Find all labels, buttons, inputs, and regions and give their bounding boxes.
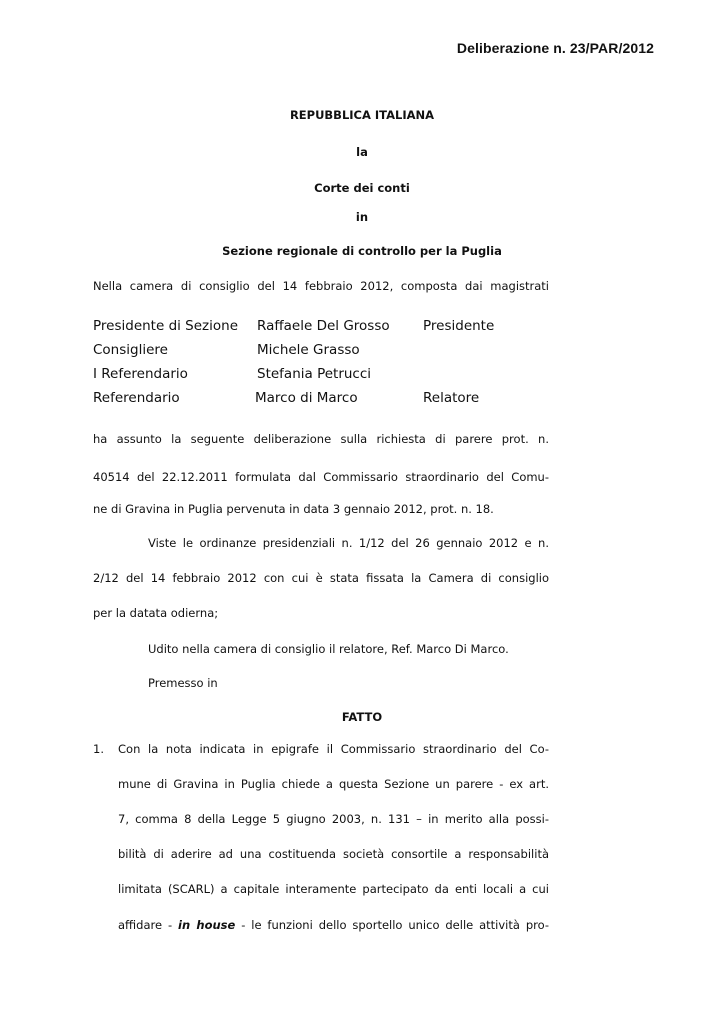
body-line: 40514 del 22.12.2011 formulata dal Commissario straordinario del Comu- bbox=[93, 470, 549, 484]
composition-function: Relatore bbox=[423, 390, 480, 406]
body-line: ha assunto la seguente deliberazione sulla richiesta di parere prot. n. bbox=[93, 432, 549, 446]
composition-role: I Referendario bbox=[93, 366, 188, 382]
body-line: Viste le ordinanze presidenziali n. 1/12 del 26 gennaio 2012 e n. bbox=[148, 536, 549, 550]
composition-role: Presidente di Sezione bbox=[93, 318, 239, 334]
composition-name: Marco di Marco bbox=[255, 390, 358, 406]
body-line: Premesso in bbox=[148, 676, 218, 690]
preposition-heading: in bbox=[355, 210, 369, 224]
intro-line: Nella camera di consiglio del 14 febbraio 2012, composta dai magistrati bbox=[93, 279, 549, 293]
composition-name: Michele Grasso bbox=[257, 342, 360, 358]
deliberation-reference: Deliberazione n. 23/PAR/2012 bbox=[456, 40, 654, 56]
body-line: 2/12 del 14 febbraio 2012 con cui è stata fissata la Camera di consiglio bbox=[93, 571, 549, 585]
fatto-line: mune di Gravina in Puglia chiede a questa Sezione un parere - ex art. bbox=[118, 777, 549, 791]
republic-heading: REPUBBLICA ITALIANA bbox=[289, 108, 435, 122]
body-line: per la datata odierna; bbox=[93, 606, 219, 620]
body-line: ne di Gravina in Puglia pervenuta in data 3 gennaio 2012, prot. n. 18. bbox=[93, 502, 494, 516]
article-heading: la bbox=[356, 145, 368, 159]
court-heading: Corte dei conti bbox=[314, 181, 410, 195]
in-house-emphasis: in house bbox=[178, 918, 236, 932]
fatto-line-part: - le funzioni dello sportello unico delle attività pro- bbox=[235, 918, 549, 932]
fatto-heading: FATTO bbox=[341, 710, 383, 724]
body-line: Udito nella camera di consiglio il relatore, Ref. Marco Di Marco. bbox=[148, 642, 509, 656]
fatto-line: bilità di aderire ad una costituenda società consortile a responsabilità bbox=[118, 847, 549, 861]
fatto-line bbox=[118, 918, 549, 932]
section-heading: Sezione regionale di controllo per la Puglia bbox=[222, 244, 502, 258]
composition-role: Consigliere bbox=[93, 342, 168, 358]
composition-name: Raffaele Del Grosso bbox=[257, 318, 390, 334]
fatto-line: 7, comma 8 della Legge 5 giugno 2003, n. 131 – in merito alla possi- bbox=[118, 812, 549, 826]
composition-function: Presidente bbox=[423, 318, 495, 334]
composition-role: Referendario bbox=[93, 390, 180, 406]
fatto-line: limitata (SCARL) a capitale interamente partecipato da enti locali a cui bbox=[118, 882, 549, 896]
item-number: 1. bbox=[93, 742, 104, 756]
fatto-line-part: affidare - bbox=[118, 918, 179, 932]
fatto-line: Con la nota indicata in epigrafe il Commissario straordinario del Co- bbox=[118, 742, 549, 756]
composition-name: Stefania Petrucci bbox=[257, 366, 372, 382]
